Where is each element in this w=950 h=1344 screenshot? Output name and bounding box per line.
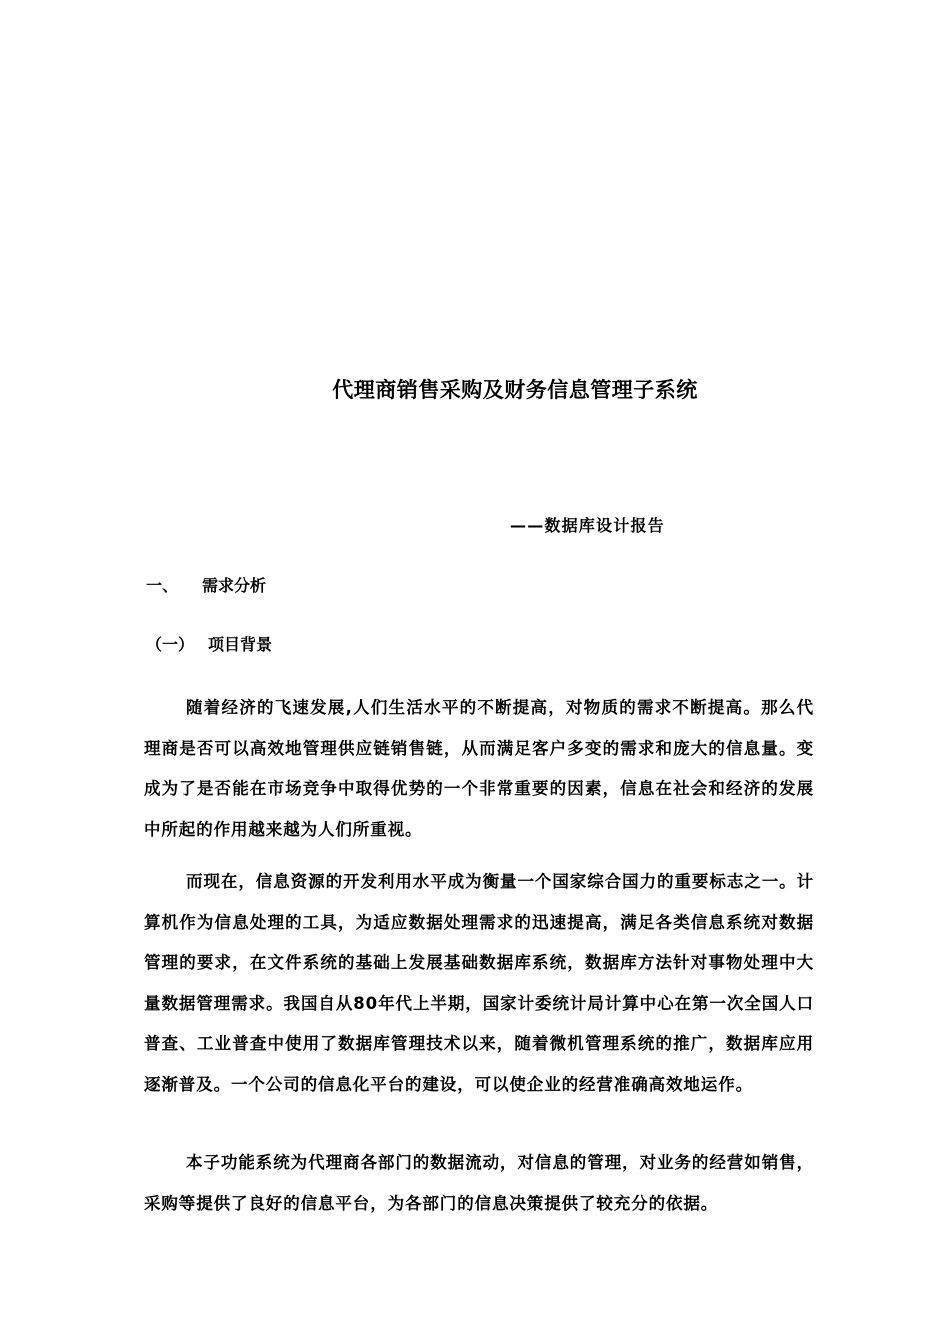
subsection-number: （一） [146, 635, 195, 654]
document-subtitle: ——数据库设计报告 [510, 516, 665, 535]
body-paragraph: 本子功能系统为代理商各部门的数据流动，对信息的管理，对业务的经营如销售，采购等提供了良好的信息平台，为各部门的信息决策提供了较充分的依据。 [144, 1153, 814, 1213]
document-title: 代理商销售采购及财务信息管理子系统 [332, 378, 698, 402]
subsection-label: 项目背景 [208, 635, 273, 654]
section-number: 一、 [146, 576, 179, 595]
body-paragraph: 而现在，信息资源的开发利用水平成为衡量一个国家综合国力的重要标志之一。计算机作为信息处理的工具，为适应数据处理需求的迅速提高，满足各类信息系统对数据管理的要求，在文件系统的基础上发展基础数据库系统，数据库方法针对事物处理中大量数据管理需求。我国自从80年代上半期，国家计委统计局计算中心在第一次全国人口普查、工业普查中使用了数据库管理技术以来，随着微机管理系统的推广，数据库应用逐渐普及。一个公司的信息化平台的建设，可以使企业的经营准确高效地运作。 [144, 872, 814, 1094]
section-heading [146, 573, 266, 596]
section-label: 需求分析 [202, 576, 267, 595]
subsection-heading [146, 632, 272, 655]
body-paragraph: 随着经济的飞速发展,人们生活水平的不断提高，对物质的需求不断提高。那么代理商是否可以高效地管理供应链销售链，从而满足客户多变的需求和庞大的信息量。变成为了是否能在市场竞争中取得优势的一个非常重要的因素，信息在社会和经济的发展中所起的作用越来越为人们所重视。 [144, 698, 814, 839]
